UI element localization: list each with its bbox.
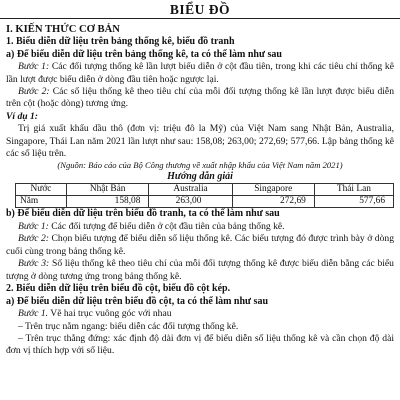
step-b1-paragraph	[6, 221, 394, 233]
step-text: Các số liệu thống kê theo tiêu chí của mỗi đối tượng thống kê lần lượt được biểu diễn trên cột (hoặc dòng) tương ứng.	[6, 86, 394, 110]
step-label: Bước 2:	[18, 86, 50, 97]
table-cell: Nước	[16, 184, 67, 196]
table-cell: Thái Lan	[314, 184, 393, 196]
table-cell: 577,66	[314, 196, 393, 208]
step-2-1-paragraph	[6, 308, 394, 320]
example-source: (Nguồn: Báo cáo của Bộ Công thương về xuất nhập khẩu của Việt Nam năm 2021)	[57, 160, 343, 171]
step-b2-paragraph	[6, 233, 394, 258]
heading-table-pictogram: 1. Biểu diễn dữ liệu trên bảng thống kê, biểu đồ tranh	[6, 36, 235, 47]
table-row	[16, 184, 394, 196]
step-a1-paragraph	[6, 61, 394, 86]
section-heading-basic-knowledge: I. KIẾN THỨC CƠ BẢN	[6, 24, 120, 35]
heading-bar-chart-steps: a) Để biểu diễn dữ liệu trên biểu đồ cột, ta có thể làm như sau	[6, 295, 269, 307]
table-cell: 263,00	[149, 196, 232, 208]
page-title: BIỂU ĐỒ	[0, 2, 400, 18]
table-cell: Australia	[149, 184, 232, 196]
table-cell: Nhật Bản	[66, 184, 149, 196]
heading-pictogram-steps: b) Để biểu diễn dữ liệu trên biểu đồ tranh, ta có thể làm như sau	[6, 208, 280, 220]
table-row	[16, 196, 394, 208]
table-cell: Singapore	[232, 184, 314, 196]
dash-item-vertical-axis: – Trên trục thẳng đứng: xác định độ dài đơn vị để biểu diễn số liệu thống kê và cần chọn độ dài đơn vị thích hợp với số liệu.	[6, 333, 394, 357]
step-label: Bước 1.	[18, 308, 49, 320]
step-a2-paragraph	[6, 86, 394, 111]
step-text: Vẽ hai trục vuông góc với nhau	[48, 308, 172, 320]
solution-guide-heading: Hướng dẫn giải	[167, 171, 233, 183]
table-cell: 158,08	[66, 196, 149, 208]
step-label: Bước 3:	[18, 258, 50, 270]
example-text: Trị giá xuất khẩu dầu thô (đơn vị: triệu đô la Mỹ) của Việt Nam sang Nhật Bản, Australia, Singapore, Thái Lan năm 2021 lần lượt như sau: 158,08; 263,00; 272,69; 577,66. Lập bảng thống kê các số liệu trên.	[6, 123, 394, 160]
table-cell: Năm	[16, 196, 67, 208]
dash-item-horizontal-axis: – Trên trục nằm ngang: biểu diễn các đối tượng thống kê.	[18, 320, 239, 332]
step-text: Các đối tượng để biểu diễn ở cột đầu tiên của bảng thống kê.	[48, 221, 285, 233]
example-label: Ví dụ 1:	[6, 110, 38, 122]
step-label: Bước 1:	[18, 221, 49, 233]
table-cell: 272,69	[232, 196, 314, 208]
step-text: Các đối tượng thống kê lần lượt biểu diễn ở cột đầu tiên, trong khi các tiêu chí thống kê lần lượt được biểu diễn ở dòng đầu tiên hoặc ngược lại.	[6, 61, 394, 85]
step-label: Bước 2:	[18, 233, 49, 245]
step-label: Bước 1:	[18, 61, 50, 73]
heading-table-steps: a) Để biểu diễn dữ liệu trên bảng thống kê, ta có thể làm như sau	[6, 48, 282, 60]
content	[0, 23, 400, 358]
step-b3-paragraph	[6, 258, 394, 283]
step-text: Chọn biểu tượng để biểu diễn số liệu thống kê. Các biểu tượng đó được trình bày ở dòng cuối cùng trong bảng thống kê.	[6, 233, 394, 257]
step-text: Số liệu thống kê theo tiêu chí của mỗi đối tượng thống kê được biểu diễn bằng các biểu tượng ở dòng tương ứng trong bảng thống kê.	[6, 258, 394, 282]
heading-bar-chart: 2. Biểu diễn dữ liệu trên biểu đồ cột, biểu đồ cột kép.	[6, 283, 231, 295]
export-table	[15, 183, 394, 208]
